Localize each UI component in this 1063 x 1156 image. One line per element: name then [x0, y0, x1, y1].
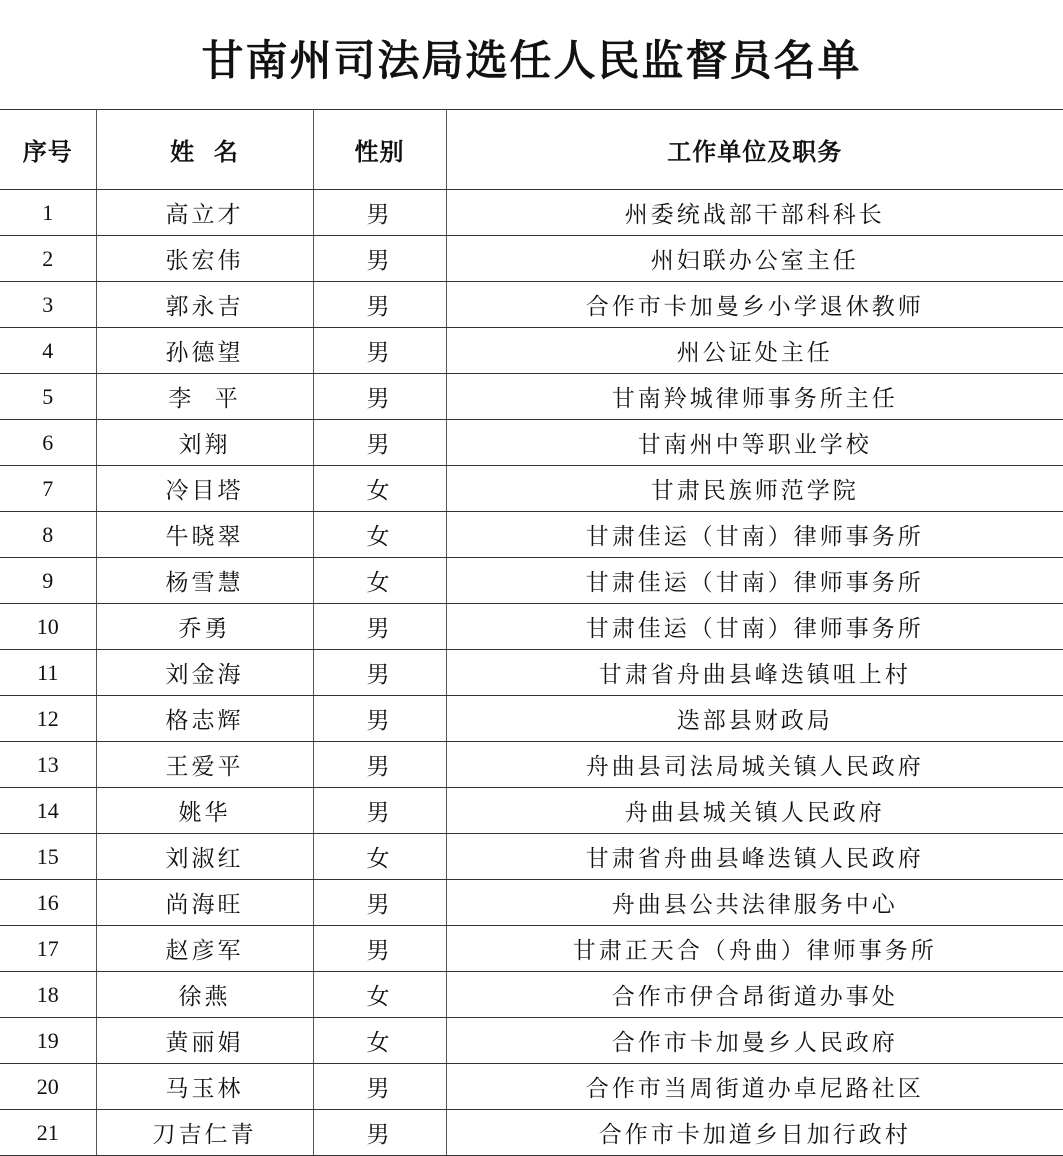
cell-name: 赵彦军	[96, 926, 313, 972]
table-row	[0, 512, 1063, 558]
cell-org: 迭部县财政局	[446, 696, 1063, 742]
cell-org: 舟曲县司法局城关镇人民政府	[446, 742, 1063, 788]
cell-gender: 男	[313, 374, 446, 420]
roster-table	[0, 109, 1063, 1156]
cell-index: 4	[0, 328, 96, 374]
cell-name: 刀吉仁青	[96, 1110, 313, 1156]
table-header-row	[0, 110, 1063, 190]
cell-name: 孙德望	[96, 328, 313, 374]
table-row	[0, 466, 1063, 512]
table-row	[0, 604, 1063, 650]
cell-name: 刘淑红	[96, 834, 313, 880]
cell-name: 李 平	[96, 374, 313, 420]
cell-org: 合作市卡加曼乡小学退休教师	[446, 282, 1063, 328]
cell-index: 18	[0, 972, 96, 1018]
cell-gender: 女	[313, 1018, 446, 1064]
cell-org: 合作市当周街道办卓尼路社区	[446, 1064, 1063, 1110]
cell-index: 14	[0, 788, 96, 834]
table-row	[0, 696, 1063, 742]
cell-name: 刘金海	[96, 650, 313, 696]
cell-gender: 男	[313, 236, 446, 282]
cell-gender: 男	[313, 1064, 446, 1110]
cell-index: 10	[0, 604, 96, 650]
cell-name: 尚海旺	[96, 880, 313, 926]
cell-index: 8	[0, 512, 96, 558]
cell-gender: 女	[313, 558, 446, 604]
cell-org: 合作市卡加曼乡人民政府	[446, 1018, 1063, 1064]
cell-org: 州妇联办公室主任	[446, 236, 1063, 282]
table-row	[0, 190, 1063, 236]
table-row	[0, 788, 1063, 834]
cell-org: 甘肃佳运（甘南）律师事务所	[446, 604, 1063, 650]
cell-index: 5	[0, 374, 96, 420]
cell-name: 牛晓翠	[96, 512, 313, 558]
header-org: 工作单位及职务	[446, 110, 1063, 190]
table-row	[0, 926, 1063, 972]
cell-gender: 男	[313, 650, 446, 696]
cell-index: 7	[0, 466, 96, 512]
cell-name: 乔勇	[96, 604, 313, 650]
cell-org: 州公证处主任	[446, 328, 1063, 374]
cell-name: 黄丽娟	[96, 1018, 313, 1064]
cell-org: 舟曲县城关镇人民政府	[446, 788, 1063, 834]
cell-index: 20	[0, 1064, 96, 1110]
cell-org: 甘肃正天合（舟曲）律师事务所	[446, 926, 1063, 972]
cell-gender: 男	[313, 926, 446, 972]
cell-gender: 男	[313, 282, 446, 328]
cell-org: 舟曲县公共法律服务中心	[446, 880, 1063, 926]
cell-index: 3	[0, 282, 96, 328]
cell-name: 徐燕	[96, 972, 313, 1018]
table-row	[0, 420, 1063, 466]
cell-org: 甘南羚城律师事务所主任	[446, 374, 1063, 420]
table-row	[0, 834, 1063, 880]
cell-index: 11	[0, 650, 96, 696]
cell-index: 1	[0, 190, 96, 236]
cell-index: 16	[0, 880, 96, 926]
cell-index: 19	[0, 1018, 96, 1064]
header-index: 序号	[0, 110, 96, 190]
table-row	[0, 742, 1063, 788]
cell-name: 杨雪慧	[96, 558, 313, 604]
cell-org: 甘肃省舟曲县峰迭镇咀上村	[446, 650, 1063, 696]
cell-org: 甘肃佳运（甘南）律师事务所	[446, 558, 1063, 604]
cell-gender: 男	[313, 328, 446, 374]
cell-gender: 男	[313, 742, 446, 788]
table-row	[0, 1018, 1063, 1064]
cell-index: 2	[0, 236, 96, 282]
cell-index: 12	[0, 696, 96, 742]
cell-name: 高立才	[96, 190, 313, 236]
page-title: 甘南州司法局选任人民监督员名单	[201, 36, 862, 85]
cell-gender: 男	[313, 1110, 446, 1156]
cell-gender: 女	[313, 512, 446, 558]
cell-gender: 男	[313, 604, 446, 650]
cell-org: 合作市卡加道乡日加行政村	[446, 1110, 1063, 1156]
cell-org: 甘肃民族师范学院	[446, 466, 1063, 512]
cell-gender: 男	[313, 190, 446, 236]
cell-org: 甘肃省舟曲县峰迭镇人民政府	[446, 834, 1063, 880]
cell-gender: 女	[313, 834, 446, 880]
cell-org: 合作市伊合昂街道办事处	[446, 972, 1063, 1018]
table-row	[0, 1064, 1063, 1110]
cell-name: 马玉林	[96, 1064, 313, 1110]
cell-index: 21	[0, 1110, 96, 1156]
cell-gender: 男	[313, 696, 446, 742]
cell-index: 15	[0, 834, 96, 880]
cell-index: 17	[0, 926, 96, 972]
header-name: 姓 名	[96, 110, 313, 190]
cell-gender: 女	[313, 972, 446, 1018]
table-row	[0, 1110, 1063, 1156]
table-row	[0, 880, 1063, 926]
cell-name: 刘翔	[96, 420, 313, 466]
cell-gender: 女	[313, 466, 446, 512]
cell-org: 甘肃佳运（甘南）律师事务所	[446, 512, 1063, 558]
cell-gender: 男	[313, 420, 446, 466]
table-row	[0, 236, 1063, 282]
table-row	[0, 558, 1063, 604]
table-body	[0, 190, 1063, 1156]
table-row	[0, 282, 1063, 328]
cell-index: 6	[0, 420, 96, 466]
table-row	[0, 650, 1063, 696]
cell-index: 13	[0, 742, 96, 788]
header-gender: 性别	[313, 110, 446, 190]
cell-org: 甘南州中等职业学校	[446, 420, 1063, 466]
cell-index: 9	[0, 558, 96, 604]
table-row	[0, 328, 1063, 374]
cell-name: 张宏伟	[96, 236, 313, 282]
cell-name: 冷目塔	[96, 466, 313, 512]
cell-name: 郭永吉	[96, 282, 313, 328]
table-row	[0, 374, 1063, 420]
cell-name: 姚华	[96, 788, 313, 834]
table-row	[0, 972, 1063, 1018]
cell-gender: 男	[313, 788, 446, 834]
cell-gender: 男	[313, 880, 446, 926]
cell-name: 格志辉	[96, 696, 313, 742]
cell-name: 王爱平	[96, 742, 313, 788]
cell-org: 州委统战部干部科科长	[446, 190, 1063, 236]
